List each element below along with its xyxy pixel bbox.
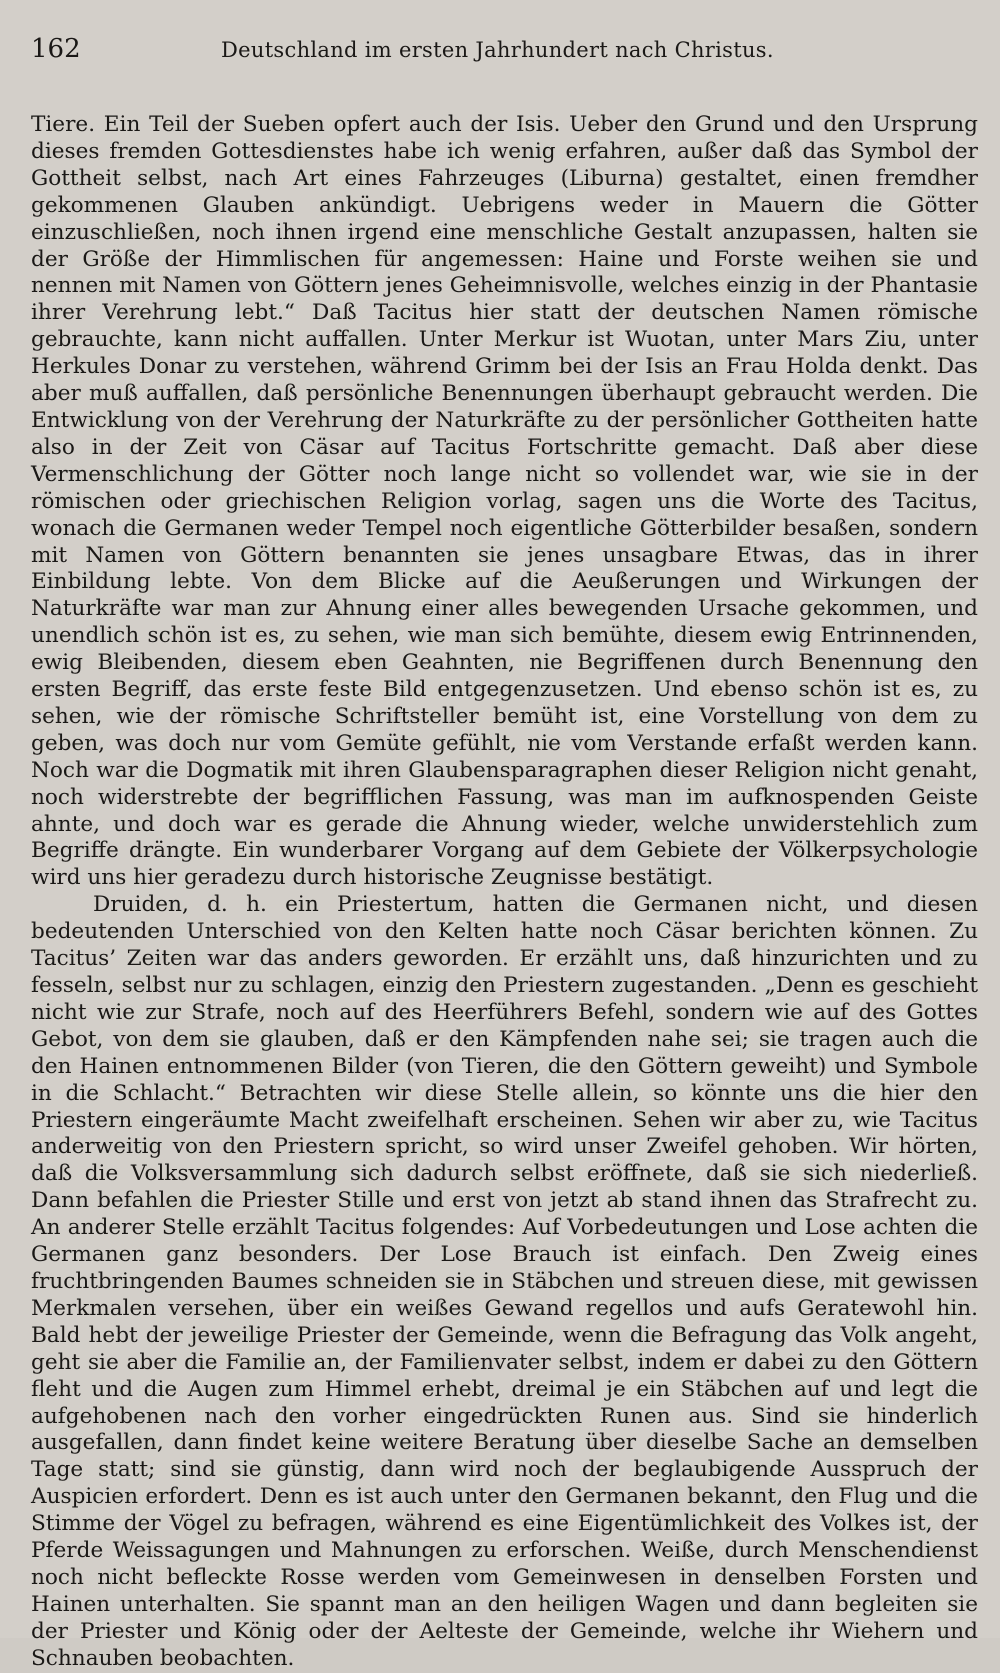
body-text — [31, 112, 978, 1673]
page-number: 162 — [31, 34, 81, 64]
paragraph-1: Tiere. Ein Teil der Sueben opfert auch der Isis. Ueber den Grund und den Ursprung dieses fremden Gottesdienstes habe ich wenig erfahren, außer daß das Symbol der Gottheit selbst, nach Art eines Fahrzeuges (Liburna) gestaltet, einen fremdher gekommenen Glauben ankündigt. Uebrigens weder in Mauern die Götter einzuschließen, noch ihnen irgend eine menschliche Gestalt anzupassen, halten sie der Größe der Himmlischen für angemessen: Haine und Forste weihen sie und nennen mit Namen von Göttern jenes Geheimnisvolle, welches einzig in der Phantasie ihrer Verehrung lebt.“ Daß Tacitus hier statt der deutschen Namen römische gebrauchte, kann nicht auffallen. Unter Merkur ist Wuotan, unter Mars Ziu, unter Herkules Donar zu verstehen, während Grimm bei der Isis an Frau Holda denkt. Das aber muß auffallen, daß persönliche Benennungen überhaupt gebraucht werden. Die Entwicklung von der Verehrung der Naturkräfte zu der persönlicher Gottheiten hatte also in der Zeit von Cäsar auf Tacitus Fortschritte gemacht. Daß aber diese Vermenschlichung der Götter noch lange nicht so vollendet war, wie sie in der römischen oder griechischen Religion vorlag, sagen uns die Worte des Tacitus, wonach die Germanen weder Tempel noch eigentliche Götterbilder besaßen, sondern mit Namen von Göttern benannten sie jenes unsagbare Etwas, das in ihrer Einbildung lebte. Von dem Blicke auf die Aeußerungen und Wirkungen der Naturkräfte war man zur Ahnung einer alles bewegenden Ursache gekommen, und unendlich schön ist es, zu sehen, wie man sich bemühte, diesem ewig Entrinnenden, ewig Bleibenden, diesem eben Geahnten, nie Begriffenen durch Benennung den ersten Begriff, das erste feste Bild entgegenzusetzen. Und ebenso schön ist es, zu sehen, wie der römische Schriftsteller bemüht ist, eine Vorstellung von dem zu geben, was doch nur vom Gemüte gefühlt, nie vom Verstande erfaßt werden kann. Noch war die Dogmatik mit ihren Glaubensparagraphen dieser Religion nicht genaht, noch widerstrebte der begrifflichen Fassung, was man im aufknospenden Geiste ahnte, und doch war es gerade die Ahnung wieder, welche unwiderstehlich zum Begriffe drängte. Ein wunderbarer Vorgang auf dem Gebiete der Völkerpsychologie wird uns hier geradezu durch historische Zeugnisse bestätigt. — [31, 112, 978, 891]
running-head — [31, 34, 978, 76]
running-title: Deutschland im ersten Jahrhundert nach Christus. — [221, 38, 774, 62]
paragraph-2: Druiden, d. h. ein Priestertum, hatten die Germanen nicht, und diesen bedeutenden Unterschied von den Kelten hatte noch Cäsar berichten können. Zu Tacitus’ Zeiten war das anders geworden. Er erzählt uns, daß hinzurichten und zu fesseln, selbst nur zu schlagen, einzig den Priestern zugestanden. „Denn es geschieht nicht wie zur Strafe, noch auf des Heerführers Befehl, sondern wie auf des Gottes Gebot, von dem sie glauben, daß er den Kämpfenden nahe sei; sie tragen auch die den Hainen entnommenen Bilder (von Tieren, die den Göttern geweiht) und Symbole in die Schlacht.“ Betrachten wir diese Stelle allein, so könnte uns die hier den Priestern eingeräumte Macht zweifelhaft erscheinen. Sehen wir aber zu, wie Tacitus anderweitig von den Priestern spricht, so wird unser Zweifel gehoben. Wir hörten, daß die Volksversammlung sich dadurch selbst eröffnete, daß sie sich niederließ. Dann befahlen die Priester Stille und erst von jetzt ab stand ihnen das Strafrecht zu. An anderer Stelle erzählt Tacitus folgendes: Auf Vorbedeutungen und Lose achten die Germanen ganz besonders. Der Lose Brauch ist einfach. Den Zweig eines fruchtbringenden Baumes schneiden sie in Stäbchen und streuen diese, mit gewissen Merkmalen versehen, über ein weißes Gewand regellos und aufs Geratewohl hin. Bald hebt der jeweilige Priester der Gemeinde, wenn die Befragung das Volk angeht, geht sie aber die Familie an, der Familienvater selbst, indem er dabei zu den Göttern fleht und die Augen zum Himmel erhebt, dreimal je ein Stäbchen auf und legt die aufgehobenen nach den vorher eingedrückten Runen aus. Sind sie hinderlich ausgefallen, dann findet keine weitere Beratung über dieselbe Sache an demselben Tage statt; sind sie günstig, dann wird noch der beglaubigende Ausspruch der Auspicien erfordert. Denn es ist auch unter den Germanen bekannt, den Flug und die Stimme der Vögel zu befragen, während es eine Eigentümlichkeit des Volkes ist, der Pferde Weissagungen und Mahnungen zu erforschen. Weiße, durch Menschendienst noch nicht befleckte Rosse werden vom Gemeinwesen in denselben Forsten und Hainen unterhalten. Sie spannt man an den heiligen Wagen und dann begleiten sie der Priester und König oder der Aelteste der Gemeinde, welche ihr Wiehern und Schnauben beobachten. — [31, 892, 978, 1671]
